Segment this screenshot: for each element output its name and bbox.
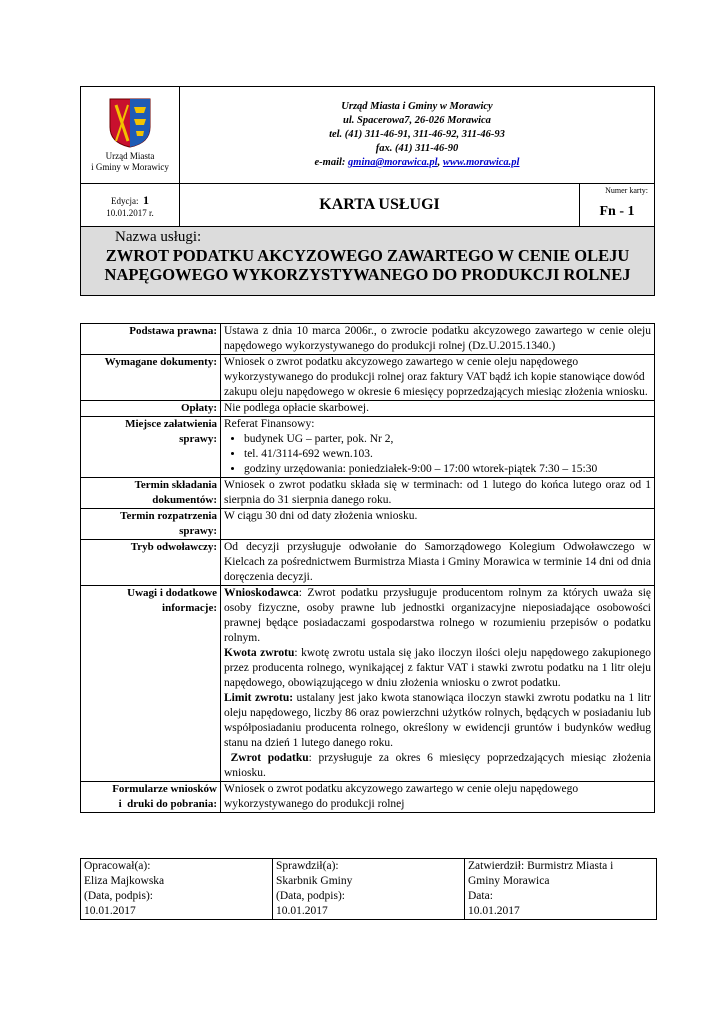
table-row xyxy=(81,324,655,355)
review-deadline-value: W ciągu 30 dni od daty złożenia wniosku. xyxy=(221,509,655,540)
service-name-cell xyxy=(81,227,655,296)
address-fax: fax. (41) 311-46-90 xyxy=(375,143,459,154)
place-value xyxy=(221,417,655,478)
checked-label: Sprawdził(a): xyxy=(276,860,339,872)
place-label-line2: sprawy: xyxy=(179,433,217,445)
documents-label: Wymagane dokumenty: xyxy=(81,355,221,401)
place-label-line1: Miejsce załatwienia xyxy=(125,418,217,430)
address-contact xyxy=(181,156,653,170)
department-name: Referat Finansowy: xyxy=(224,418,315,430)
card-title: KARTA USŁUGI xyxy=(180,184,580,227)
review-label-line1: Termin rozpatrzenia xyxy=(120,510,217,522)
legal-basis-label: Podstawa prawna: xyxy=(81,324,221,355)
logo-cell xyxy=(81,87,180,184)
table-row xyxy=(81,509,655,540)
approved-date-label: Data: xyxy=(468,890,493,902)
approval-table xyxy=(80,858,657,920)
table-row xyxy=(81,417,655,478)
prepared-date: 10.01.2017 xyxy=(84,905,136,917)
notes-refund-heading: Zwrot podatku xyxy=(224,752,309,764)
approved-date: 10.01.2017 xyxy=(468,905,520,917)
filing-deadline-value: Wniosek o zwrot podatku składa się w terminach: od 1 lutego do końca lutego oraz od 1 sierpnia do 31 sierpnia danego roku. xyxy=(221,478,655,509)
forms-value: Wniosek o zwrot podatku akcyzowego zawartego w cenie oleju napędowego wykorzystywanego do produkcji rolnej xyxy=(221,782,655,813)
notes-amount xyxy=(224,646,651,691)
address-phone: tel. (41) 311-46-91, 311-46-92, 311-46-93 xyxy=(329,129,505,140)
logo-caption-line1: Urząd Miasta xyxy=(105,151,155,161)
contact-separator: , xyxy=(437,157,443,168)
notes-refund-text: : przysługuje za okres 6 miesięcy poprzedzających miesiąc złożenia wniosku. xyxy=(224,752,651,779)
review-deadline-label xyxy=(81,509,221,540)
notes-applicant-text: : Zwrot podatku przysługuje producentom rolnym za których uważa się osoby fizyczne, osoby prawne lub jednostki organizacyjne nieposiadające osobowości prawnej będące posiadaczami gospodarstwa rolnego w rozumieniu przepisów o podatku rolnym. xyxy=(224,587,651,644)
service-name: ZWROT PODATKU AKCYZOWEGO ZAWARTEGO W CENIE OLEJU NAPĘGOWEGO WYKORZYSTYWANEGO DO PRODUKCJI ROLNEJ xyxy=(104,246,631,284)
notes-label-line2: informacje: xyxy=(162,602,217,614)
prepared-name: Eliza Majkowska xyxy=(84,875,165,887)
checked-name: Skarbnik Gminy xyxy=(276,875,353,887)
notes-applicant xyxy=(224,586,651,646)
service-name-label: Nazwa usługi: xyxy=(115,229,202,245)
service-details-table xyxy=(80,323,655,813)
card-number-label: Numer karty: xyxy=(605,186,648,195)
list-item: • godziny urzędowania: poniedziałek-9:00 – 17:00 wtorek-piątek 7:30 – 15:30 xyxy=(244,462,651,477)
list-item: • tel. 41/3114-692 wewn.103. xyxy=(244,447,651,462)
table-row xyxy=(81,782,655,813)
table-row xyxy=(81,401,655,417)
documents-value: Wniosek o zwrot podatku akcyzowego zawartego w cenie oleju napędowego wykorzystywanego do produkcji rolnej oraz faktury VAT bądź ich kopie stanowiące dowód zakupu oleju napędowego w okresie 6 miesięcy poprzedzających miesiąc złożenia wniosku. xyxy=(221,355,655,401)
email-label: e-mail: xyxy=(314,157,349,168)
notes-refund xyxy=(224,751,651,781)
edition-cell xyxy=(81,184,180,227)
prepared-label: Opracował(a): xyxy=(84,860,151,872)
filing-label-line1: Termin składania xyxy=(134,479,217,491)
forms-label-line2: i druki do pobrania: xyxy=(118,798,217,810)
forms-label xyxy=(81,782,221,813)
list-item: • budynek UG – parter, pok. Nr 2, xyxy=(244,432,651,447)
appeal-label: Tryb odwoławczy: xyxy=(81,540,221,586)
notes-label-line1: Uwagi i dodatkowe xyxy=(127,587,217,599)
website-link[interactable]: www.morawica.pl xyxy=(442,157,520,168)
table-row xyxy=(81,540,655,586)
notes-limit xyxy=(224,691,651,751)
approved-cell xyxy=(465,859,657,920)
filing-deadline-label xyxy=(81,478,221,509)
prepared-cell xyxy=(81,859,273,920)
notes-amount-text: : kwotę zwrotu ustala się jako iloczyn ilości oleju napędowego zakupionego przez producenta rolnego, wynikającej z faktur VAT i stawki zwrotu podatku na 1 litr oleju napędowego, obowiązującego w dniu złożenia wniosku o zwrot podatku. xyxy=(224,647,651,689)
approved-name: Gminy Morawica xyxy=(468,875,550,887)
address-street: ul. Spacerowa7, 26-026 Morawica xyxy=(343,115,491,126)
table-row xyxy=(81,478,655,509)
coat-of-arms-icon xyxy=(108,97,152,149)
checked-date: 10.01.2017 xyxy=(276,905,328,917)
checked-date-label: (Data, podpis): xyxy=(276,890,345,902)
legal-basis-value: Ustawa z dnia 10 marca 2006r., o zwrocie podatku akcyzowego zawartego w cenie oleju napędowego wykorzystywanego do produkcji rolnej (Dz.U.2015.1340.) xyxy=(221,324,655,355)
header-table xyxy=(80,86,655,296)
email-link[interactable]: gmina@morawica.pl xyxy=(348,157,438,168)
table-row xyxy=(81,355,655,401)
fees-label: Opłaty: xyxy=(81,401,221,417)
notes-applicant-heading: Wnioskodawca xyxy=(224,587,299,599)
filing-label-line2: dokumentów: xyxy=(152,494,217,506)
notes-label xyxy=(81,586,221,782)
place-label xyxy=(81,417,221,478)
notes-amount-heading: Kwota zwrotu xyxy=(224,647,295,659)
logo-caption-line2: i Gminy w Morawicy xyxy=(91,162,169,172)
card-number-cell xyxy=(580,184,655,227)
place-bullets xyxy=(224,432,651,477)
notes-limit-heading: Limit zwrotu: xyxy=(224,692,294,704)
checked-cell xyxy=(273,859,465,920)
notes-value xyxy=(221,586,655,782)
appeal-value: Od decyzji przysługuje odwołanie do Samorządowego Kolegium Odwoławczego w Kielcach za pośrednictwem Burmistrza Miasta i Gminy Morawica w terminie 14 dni od dnia doręczenia decyzji. xyxy=(221,540,655,586)
forms-label-line1: Formularze wniosków xyxy=(112,783,217,795)
table-row xyxy=(81,586,655,782)
fees-value: Nie podlega opłacie skarbowej. xyxy=(221,401,655,417)
notes-limit-text: ustalany jest jako kwota stanowiąca iloczyn stawki zwrotu podatku na 1 litr oleju napędowego, liczby 86 oraz powierzchni użytków rolnych, będących w posiadaniu lub współposiadaniu producenta rolnego, określony w ewidencji gruntów i budynków według stanu na dzień 1 lutego danego roku. xyxy=(224,692,651,749)
address-office: Urząd Miasta i Gminy w Morawicy xyxy=(341,101,493,112)
review-label-line2: sprawy: xyxy=(179,525,217,537)
edition-date: 10.01.2017 r. xyxy=(106,207,154,218)
edition-label: Edycja: xyxy=(111,195,139,206)
card-number: Fn - 1 xyxy=(599,204,635,219)
prepared-date-label: (Data, podpis): xyxy=(84,890,153,902)
approved-label: Zatwierdził: Burmistrz Miasta i xyxy=(468,860,614,872)
edition-number: 1 xyxy=(143,192,149,207)
address-block xyxy=(180,87,655,184)
